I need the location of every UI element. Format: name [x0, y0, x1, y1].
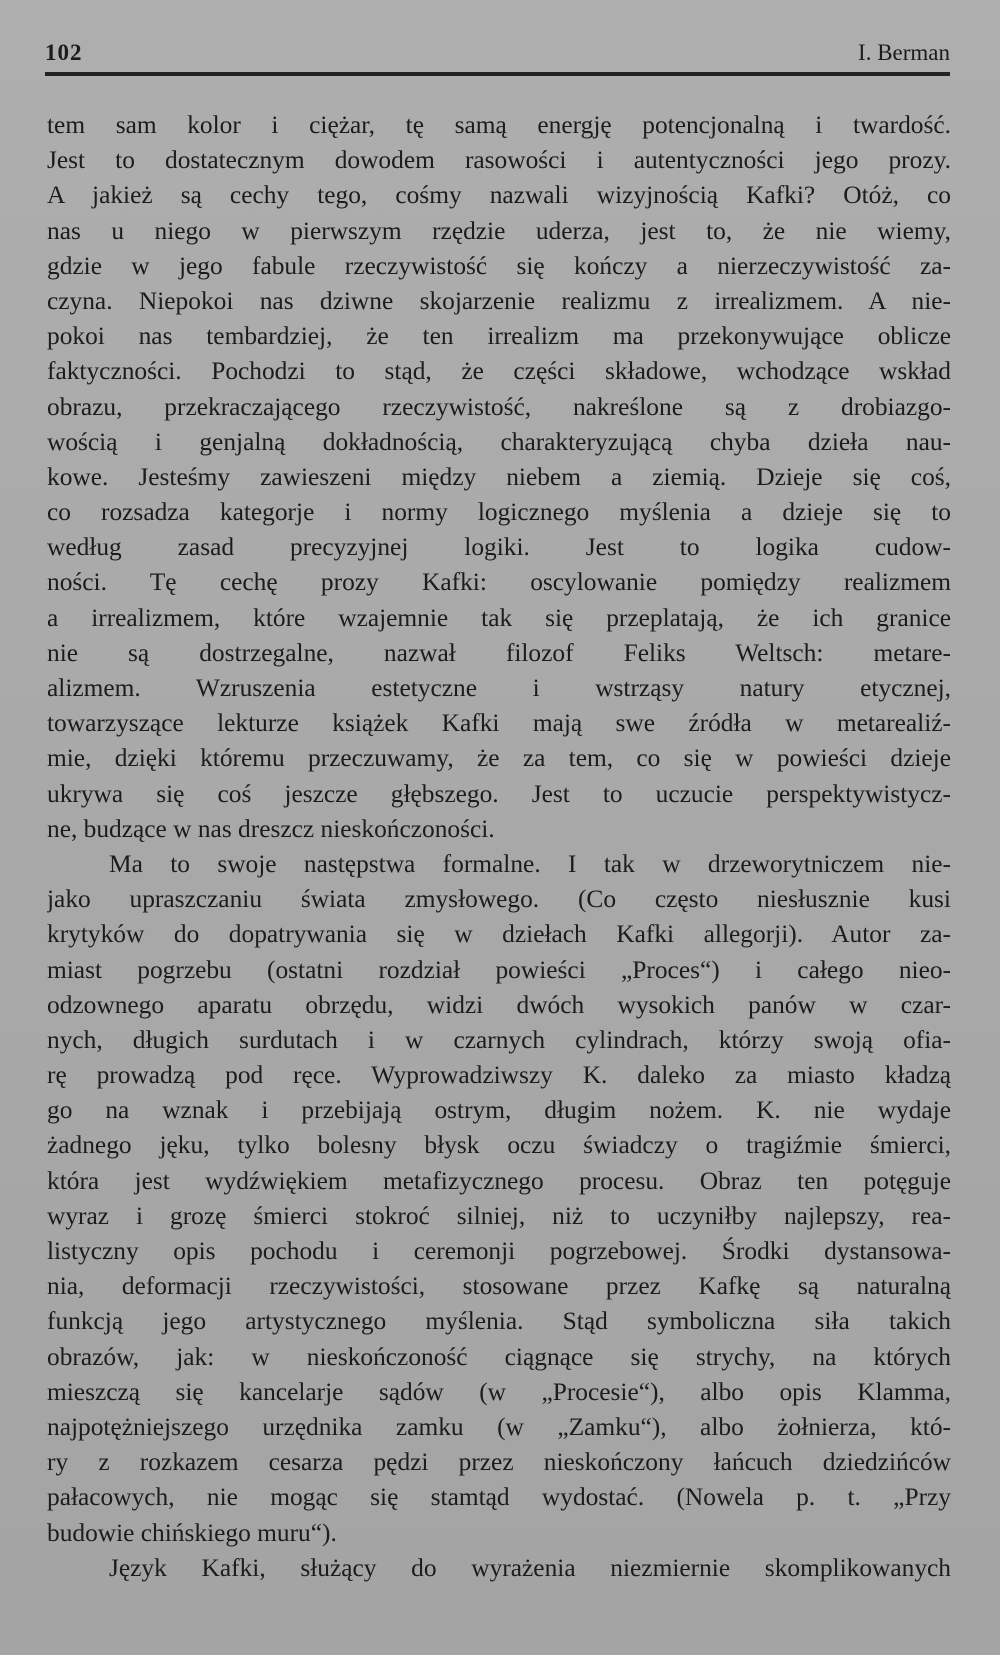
running-head: I. Berman — [858, 40, 950, 65]
text-line: co rozsadza kategorje i normy logicznego myślenia a dzieje się to — [47, 498, 951, 527]
text-line: rę prowadzą pod ręce. Wyprowadziwszy K. daleko za miasto kładzą — [47, 1061, 951, 1090]
text-line: obrazu, przekraczającego rzeczywistość, nakreślone są z drobiazgo- — [47, 392, 951, 421]
text-line: nych, długich surdutach i w czarnych cylindrach, którzy swoją ofia- — [47, 1025, 951, 1054]
text-line: nie są dostrzegalne, nazwał filozof Feliks Weltsch: metare- — [47, 638, 951, 667]
text-line: pałacowych, nie mogąc się stamtąd wydostać. (Nowela p. t. „Przy — [47, 1483, 951, 1512]
text-line: a irrealizmem, które wzajemnie tak się przeplatają, że ich granice — [47, 603, 951, 632]
text-line: go na wznak i przebijają ostrym, długim nożem. K. nie wydaje — [47, 1096, 951, 1125]
text-line: nia, deformacji rzeczywistości, stosowane przez Kafkę są naturalną — [47, 1272, 951, 1301]
text-line: Język Kafki, służący do wyrażenia niezmiernie skomplikowanych — [109, 1553, 951, 1582]
text-line: według zasad precyzyjnej logiki. Jest to logika cudow- — [47, 533, 951, 562]
text-line: ry z rozkazem cesarza pędzi przez nieskończony łańcuch dziedzińców — [47, 1448, 951, 1477]
text-line: ności. Tę cechę prozy Kafki: oscylowanie pomiędzy realizmem — [47, 568, 951, 597]
text-line: Ma to swoje następstwa formalne. I tak w drzeworytniczem nie- — [109, 849, 951, 878]
text-line: wością i genjalną dokładnością, charakteryzującą chyba dzieła nau- — [47, 427, 951, 456]
text-line: która jest wydźwiękiem metafizycznego procesu. Obraz ten potęguje — [47, 1166, 951, 1195]
header-rule — [45, 72, 950, 76]
text-line: alizmem. Wzruszenia estetyczne i wstrząsy natury etycznej, — [47, 674, 951, 702]
text-line: obrazów, jak: w nieskończoność ciągnące się strychy, na których — [47, 1342, 951, 1371]
text-line: pokoi nas tembardziej, że ten irrealizm ma przekonywujące oblicze — [47, 322, 951, 351]
text-line: faktyczności. Pochodzi to stąd, że części składowe, wchodzące wskład — [47, 357, 951, 386]
text-line: gdzie w jego fabule rzeczywistość się kończy a nierzeczywistość za- — [47, 251, 951, 280]
text-line: listyczny opis pochodu i ceremonji pogrzebowej. Środki dystansowa- — [47, 1237, 951, 1265]
text-line: nas u niego w pierwszym rzędzie uderza, jest to, że nie wiemy, — [47, 216, 951, 245]
page-number: 102 — [45, 40, 83, 65]
text-line: mie, dzięki któremu przeczuwamy, że za tem, co się w powieści dzieje — [47, 744, 951, 773]
text-line: tem sam kolor i ciężar, tę samą energję potencjonalną i twardość. — [47, 111, 951, 139]
text-line: kowe. Jesteśmy zawieszeni między niebem a ziemią. Dzieje się coś, — [47, 462, 951, 491]
text-line: odzownego aparatu obrzędu, widzi dwóch wysokich panów w czar- — [47, 990, 951, 1019]
text-line: najpotężniejszego urzędnika zamku (w „Zamku“), albo żołnierza, któ- — [47, 1412, 951, 1441]
page-header — [45, 40, 950, 70]
body-text — [47, 108, 951, 1586]
text-line: jako upraszczaniu świata zmysłowego. (Co często niesłusznie kusi — [47, 885, 951, 914]
text-line: miast pogrzebu (ostatni rozdział powieści „Proces“) i całego nieo- — [47, 955, 951, 984]
text-line: A jakież są cechy tego, cośmy nazwali wizyjnością Kafki? Otóż, co — [47, 181, 951, 210]
text-line: ne, budzące w nas dreszcz nieskończoności. — [47, 814, 495, 843]
text-line: ukrywa się coś jeszcze głębszego. Jest to uczucie perspektywistycz- — [47, 779, 951, 808]
text-line: czyna. Niepokoi nas dziwne skojarzenie realizmu z irrealizmem. A nie- — [47, 286, 951, 315]
text-line: Jest to dostatecznym dowodem rasowości i autentyczności jego prozy. — [47, 146, 951, 175]
text-line: wyraz i grozę śmierci stokroć silniej, niż to uczyniłby najlepszy, rea- — [47, 1201, 951, 1230]
text-line: budowie chińskiego muru“). — [47, 1518, 337, 1547]
text-line: krytyków do dopatrywania się w dziełach Kafki allegorji). Autor za- — [47, 920, 951, 949]
text-line: żadnego jęku, tylko bolesny błysk oczu świadczy o tragiźmie śmierci, — [47, 1131, 951, 1160]
text-line: funkcją jego artystycznego myślenia. Stąd symboliczna siła takich — [47, 1307, 951, 1336]
text-line: towarzyszące lekturze książek Kafki mają swe źródła w metarealiź- — [47, 709, 951, 738]
text-line: mieszczą się kancelarje sądów (w „Procesie“), albo opis Klamma, — [47, 1377, 951, 1406]
